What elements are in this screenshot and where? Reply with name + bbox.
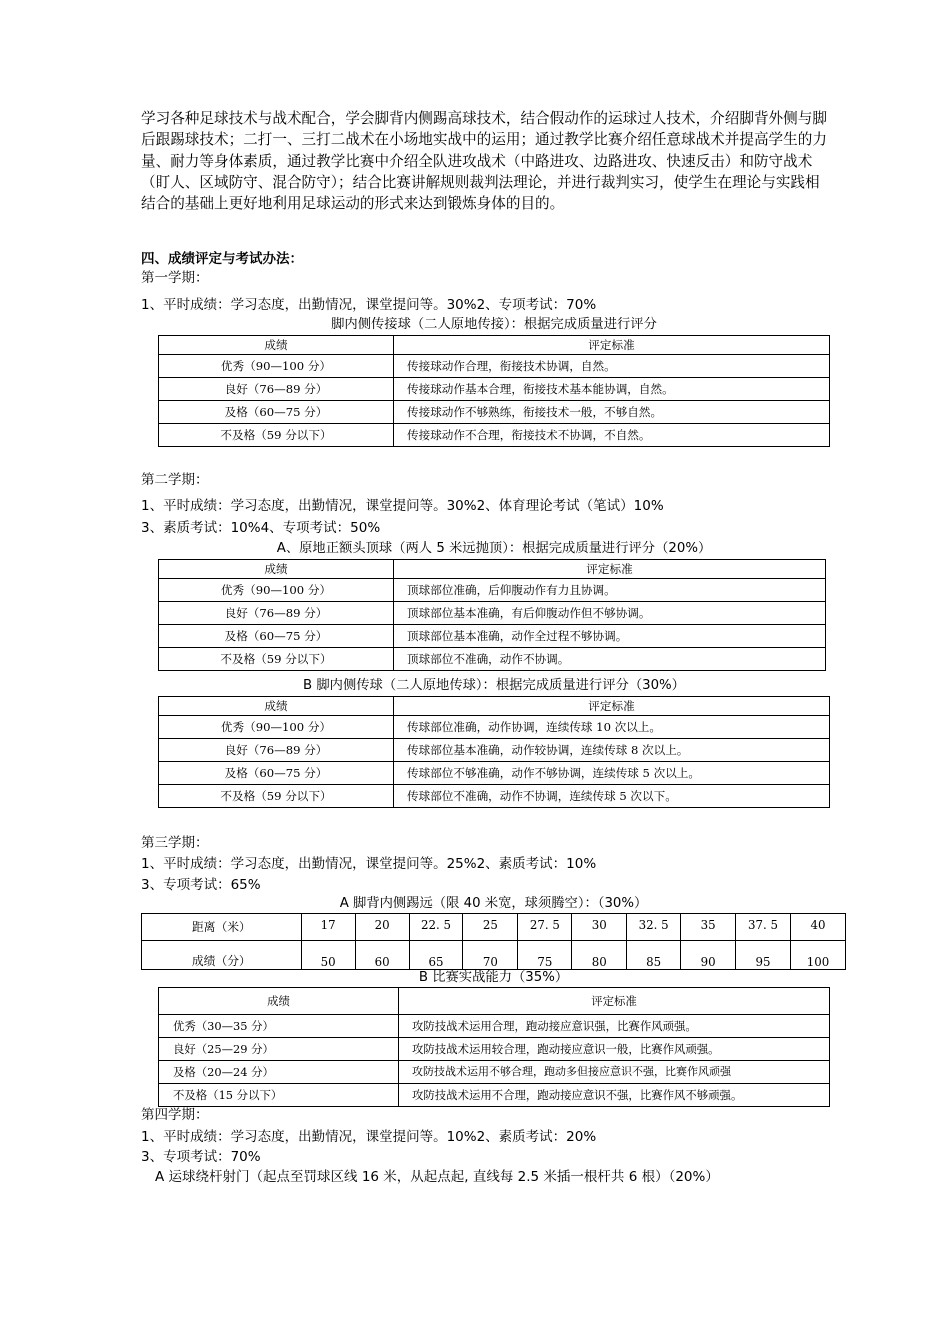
table-row bbox=[159, 625, 826, 648]
table-row bbox=[159, 785, 830, 808]
criteria-cell: 传接球动作基本合理，衔接技术基本能协调，自然。 bbox=[394, 378, 830, 401]
table-row bbox=[159, 1038, 830, 1061]
distance-cell: 25 bbox=[463, 914, 518, 941]
score-row bbox=[142, 941, 846, 970]
distance-cell: 32. 5 bbox=[627, 914, 681, 941]
score-cell: 70 bbox=[463, 941, 518, 970]
score-cell: 75 bbox=[518, 941, 572, 970]
distance-cell: 30 bbox=[572, 914, 627, 941]
score-cell: 90 bbox=[681, 941, 736, 970]
criteria-cell: 攻防技战术运用合理，跑动接应意识强，比赛作风顽强。 bbox=[399, 1015, 830, 1038]
table-header-row bbox=[159, 697, 830, 716]
table-row bbox=[159, 716, 830, 739]
semester-3-title: 第三学期： bbox=[141, 835, 209, 851]
table-row bbox=[159, 648, 826, 671]
score-cell: 85 bbox=[627, 941, 681, 970]
table-row bbox=[159, 739, 830, 762]
section-title: 四、成绩评定与考试办法： bbox=[141, 251, 303, 267]
semester-1-table-caption: 脚内侧传接球（二人原地传接）：根据完成质量进行评分 bbox=[331, 317, 657, 332]
table-row bbox=[159, 762, 830, 785]
criteria-cell: 攻防技战术运用不够合理，跑动多但接应意识不强，比赛作风顽强 bbox=[399, 1061, 830, 1084]
semester-3-table-b bbox=[158, 987, 830, 1107]
header-criteria: 评定标准 bbox=[394, 697, 830, 716]
grade-cell: 优秀（90—100 分） bbox=[159, 716, 394, 739]
grade-cell: 良好（76—89 分） bbox=[159, 378, 394, 401]
table-row bbox=[159, 378, 830, 401]
semester-2-table-b-caption: B 脚内侧传球（二人原地传球）：根据完成质量进行评分（30%） bbox=[303, 678, 685, 693]
distance-row bbox=[142, 914, 846, 941]
semester-2-line-2: 3、素质考试：10%4、专项考试：50% bbox=[141, 520, 381, 536]
semester-3-distance-table bbox=[141, 913, 846, 970]
criteria-cell: 攻防技战术运用较合理，跑动接应意识一般，比赛作风顽强。 bbox=[399, 1038, 830, 1061]
semester-3-line-1: 1、平时成绩：学习态度，出勤情况，课堂提问等。25%2、素质考试：10% bbox=[141, 856, 597, 872]
grade-cell: 优秀（90—100 分） bbox=[159, 579, 394, 602]
semester-2-table-a-caption: A、原地正额头顶球（两人 5 米远抛顶）：根据完成质量进行评分（20%） bbox=[276, 541, 712, 556]
grade-cell: 良好（25—29 分） bbox=[159, 1038, 399, 1061]
score-label: 成绩（分） bbox=[142, 941, 302, 970]
table-row bbox=[159, 1061, 830, 1084]
header-criteria: 评定标准 bbox=[394, 336, 830, 355]
criteria-cell: 攻防技战术运用不合理，跑动接应意识不强，比赛作风不够顽强。 bbox=[399, 1084, 830, 1107]
semester-4-table-a-caption: A 运球绕杆射门（起点至罚球区线 16 米，从起点起, 直线每 2.5 米插一根杆共 6 根）（20%） bbox=[155, 1169, 719, 1185]
criteria-cell: 顶球部位准确，后仰腹动作有力且协调。 bbox=[394, 579, 826, 602]
table-row bbox=[159, 401, 830, 424]
grade-cell: 不及格（15 分以下） bbox=[159, 1084, 399, 1107]
criteria-cell: 传接球动作合理，衔接技术协调，自然。 bbox=[394, 355, 830, 378]
distance-cell: 27. 5 bbox=[518, 914, 572, 941]
grade-cell: 不及格（59 分以下） bbox=[159, 424, 394, 447]
header-grade: 成绩 bbox=[159, 560, 394, 579]
table-header-row bbox=[159, 988, 830, 1015]
distance-cell: 20 bbox=[355, 914, 409, 941]
score-cell: 60 bbox=[355, 941, 409, 970]
table-header-row bbox=[159, 336, 830, 355]
criteria-cell: 传接球动作不够熟练，衔接技术一般，不够自然。 bbox=[394, 401, 830, 424]
semester-2-table-a bbox=[158, 559, 826, 671]
table-header-row bbox=[159, 560, 826, 579]
table-row bbox=[159, 424, 830, 447]
table-row bbox=[159, 579, 826, 602]
score-cell: 50 bbox=[301, 941, 355, 970]
semester-1-line-1: 1、平时成绩：学习态度，出勤情况，课堂提问等。30%2、专项考试：70% bbox=[141, 297, 597, 313]
grade-cell: 优秀（90—100 分） bbox=[159, 355, 394, 378]
grade-cell: 不及格（59 分以下） bbox=[159, 785, 394, 808]
header-grade: 成绩 bbox=[159, 697, 394, 716]
table-row bbox=[159, 355, 830, 378]
semester-4-line-1: 1、平时成绩：学习态度，出勤情况，课堂提问等。10%2、素质考试：20% bbox=[141, 1129, 597, 1145]
semester-3-line-2: 3、专项考试：65% bbox=[141, 877, 261, 893]
grade-cell: 良好（76—89 分） bbox=[159, 739, 394, 762]
semester-4-line-2: 3、专项考试：70% bbox=[141, 1149, 261, 1165]
distance-cell: 22. 5 bbox=[409, 914, 463, 941]
table-row bbox=[159, 1084, 830, 1107]
distance-label: 距离（米） bbox=[142, 914, 302, 941]
grade-cell: 优秀（30—35 分） bbox=[159, 1015, 399, 1038]
semester-2-line-1: 1、平时成绩：学习态度，出勤情况，课堂提问等。30%2、体育理论考试（笔试）10% bbox=[141, 498, 664, 514]
criteria-cell: 传球部位基本准确，动作较协调，连续传球 8 次以上。 bbox=[394, 739, 830, 762]
table-row bbox=[159, 1015, 830, 1038]
criteria-cell: 传球部位不准确，动作不协调，连续传球 5 次以下。 bbox=[394, 785, 830, 808]
header-grade: 成绩 bbox=[159, 336, 394, 355]
grade-cell: 及格（20—24 分） bbox=[159, 1061, 399, 1084]
grade-cell: 良好（76—89 分） bbox=[159, 602, 394, 625]
grade-cell: 及格（60—75 分） bbox=[159, 401, 394, 424]
score-cell: 65 bbox=[409, 941, 463, 970]
semester-3-table-a-caption: A 脚背内侧踢远（限 40 米宽，球须腾空）：（30%） bbox=[339, 896, 648, 911]
distance-cell: 35 bbox=[681, 914, 736, 941]
grade-cell: 及格（60—75 分） bbox=[159, 625, 394, 648]
semester-3-table-b-caption: B 比赛实战能力（35%） bbox=[418, 970, 569, 985]
criteria-cell: 传球部位不够准确，动作不够协调，连续传球 5 次以上。 bbox=[394, 762, 830, 785]
criteria-cell: 传接球动作不合理，衔接技术不协调，不自然。 bbox=[394, 424, 830, 447]
semester-4-title: 第四学期： bbox=[141, 1107, 209, 1123]
semester-1-grade-table bbox=[158, 335, 830, 447]
score-cell: 100 bbox=[790, 941, 845, 970]
semester-2-table-b bbox=[158, 696, 830, 808]
grade-cell: 及格（60—75 分） bbox=[159, 762, 394, 785]
header-criteria: 评定标准 bbox=[399, 988, 830, 1015]
criteria-cell: 传球部位准确，动作协调，连续传球 10 次以上。 bbox=[394, 716, 830, 739]
grade-cell: 不及格（59 分以下） bbox=[159, 648, 394, 671]
semester-1-title: 第一学期： bbox=[141, 270, 209, 286]
table-row bbox=[159, 602, 826, 625]
intro-paragraph: 学习各种足球技术与战术配合，学会脚背内侧踢高球技术，结合假动作的运球过人技术，介绍脚背外侧与脚后跟踢球技术；二打一、三打二战术在小场地实战中的运用；通过教学比赛介绍任意球战术并提高学生的力量、耐力等身体素质，通过教学比赛中介绍全队进攻战术（中路进攻、边路进攻、快速反击）和防守战术（盯人、区域防守、混合防守）；结合比赛讲解规则裁判法理论，并进行裁判实习，使学生在理论与实践相结合的基础上更好地利用足球运动的形式来达到锻炼身体的目的。 bbox=[141, 110, 827, 213]
criteria-cell: 顶球部位基本准确，动作全过程不够协调。 bbox=[394, 625, 826, 648]
semester-2-title: 第二学期： bbox=[141, 472, 209, 488]
score-cell: 95 bbox=[736, 941, 791, 970]
criteria-cell: 顶球部位基本准确，有后仰腹动作但不够协调。 bbox=[394, 602, 826, 625]
header-criteria: 评定标准 bbox=[394, 560, 826, 579]
criteria-cell: 顶球部位不准确，动作不协调。 bbox=[394, 648, 826, 671]
distance-cell: 17 bbox=[301, 914, 355, 941]
score-cell: 80 bbox=[572, 941, 627, 970]
header-grade: 成绩 bbox=[159, 988, 399, 1015]
distance-cell: 37. 5 bbox=[736, 914, 791, 941]
distance-cell: 40 bbox=[790, 914, 845, 941]
